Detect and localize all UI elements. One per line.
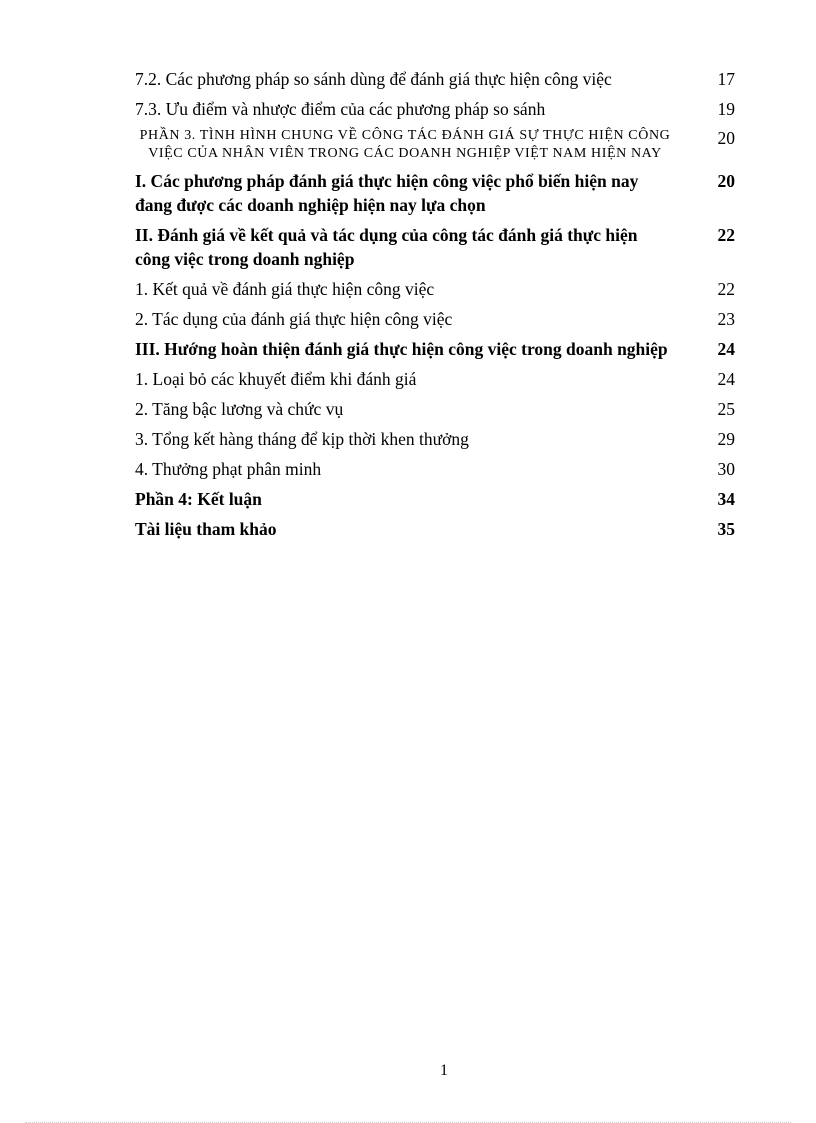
toc-entry — [135, 307, 735, 331]
toc-entry — [135, 223, 735, 271]
toc-entry-page: 24 — [717, 339, 735, 359]
toc-section-title: PHẦN 3. TÌNH HÌNH CHUNG VỀ CÔNG TÁC ĐÁNH GIÁ SỰ THỰC HIỆN CÔNG VIỆC CỦA NHÂN VIÊN TRONG CÁC DOANH NGHIỆP VIỆT NAM HIỆN NAY — [139, 128, 671, 161]
toc-entry-page: 34 — [717, 489, 735, 509]
toc-entry — [135, 67, 735, 91]
toc-entry-page: 19 — [717, 99, 735, 119]
toc-entry-title: Phần 4: Kết luận — [135, 489, 262, 509]
toc-entry-page: 24 — [717, 369, 735, 389]
toc-entry — [135, 97, 735, 121]
page-number: 1 — [440, 1062, 448, 1079]
toc-entry-title: 7.2. Các phương pháp so sánh dùng để đánh giá thực hiện công việc — [135, 69, 612, 89]
toc-entry-page: 23 — [717, 309, 735, 329]
toc-entry-title: III. Hướng hoàn thiện đánh giá thực hiện công việc trong doanh nghiệp — [135, 339, 668, 359]
toc-entry-title: 2. Tác dụng của đánh giá thực hiện công việc — [135, 309, 453, 329]
toc-entry — [135, 169, 735, 217]
toc-entry-title: 2. Tăng bậc lương và chức vụ — [135, 399, 344, 419]
toc-entry-title: 7.3. Ưu điểm và nhược điểm của các phương pháp so sánh — [135, 99, 546, 119]
toc-entry-page: 17 — [717, 69, 735, 89]
toc-entry — [135, 367, 735, 391]
toc-entry — [135, 487, 735, 511]
toc-entry-title: 1. Loại bỏ các khuyết điểm khi đánh giá — [135, 369, 417, 389]
toc-entry-page: 20 — [717, 128, 735, 148]
toc-entry-page: 35 — [717, 519, 735, 539]
toc-entry-title: I. Các phương pháp đánh giá thực hiện công việc phổ biến hiện nay đang được các doanh nghiệp hiện nay lựa chọn — [135, 171, 639, 215]
toc-entry — [135, 517, 735, 541]
table-of-contents — [135, 67, 735, 547]
toc-entry-page: 25 — [717, 399, 735, 419]
toc-entry-title: 3. Tổng kết hàng tháng để kịp thời khen thưởng — [135, 429, 469, 449]
toc-entry — [135, 397, 735, 421]
toc-entry — [135, 457, 735, 481]
toc-entry-title: Tài liệu tham khảo — [135, 519, 277, 539]
toc-entry-page: 30 — [717, 459, 735, 479]
toc-entry-title: 4. Thưởng phạt phân minh — [135, 459, 322, 479]
toc-section-heading — [135, 127, 735, 163]
toc-entry — [135, 427, 735, 451]
toc-entry-page: 22 — [717, 225, 735, 245]
toc-entry-page: 22 — [717, 279, 735, 299]
toc-entry-title: II. Đánh giá về kết quả và tác dụng của công tác đánh giá thực hiện công việc trong doanh nghiệp — [135, 225, 638, 269]
toc-entry — [135, 277, 735, 301]
toc-entry — [135, 337, 735, 361]
toc-entry-page: 29 — [717, 429, 735, 449]
toc-entry-page: 20 — [717, 171, 735, 191]
toc-entry-title: 1. Kết quả về đánh giá thực hiện công việc — [135, 279, 435, 299]
